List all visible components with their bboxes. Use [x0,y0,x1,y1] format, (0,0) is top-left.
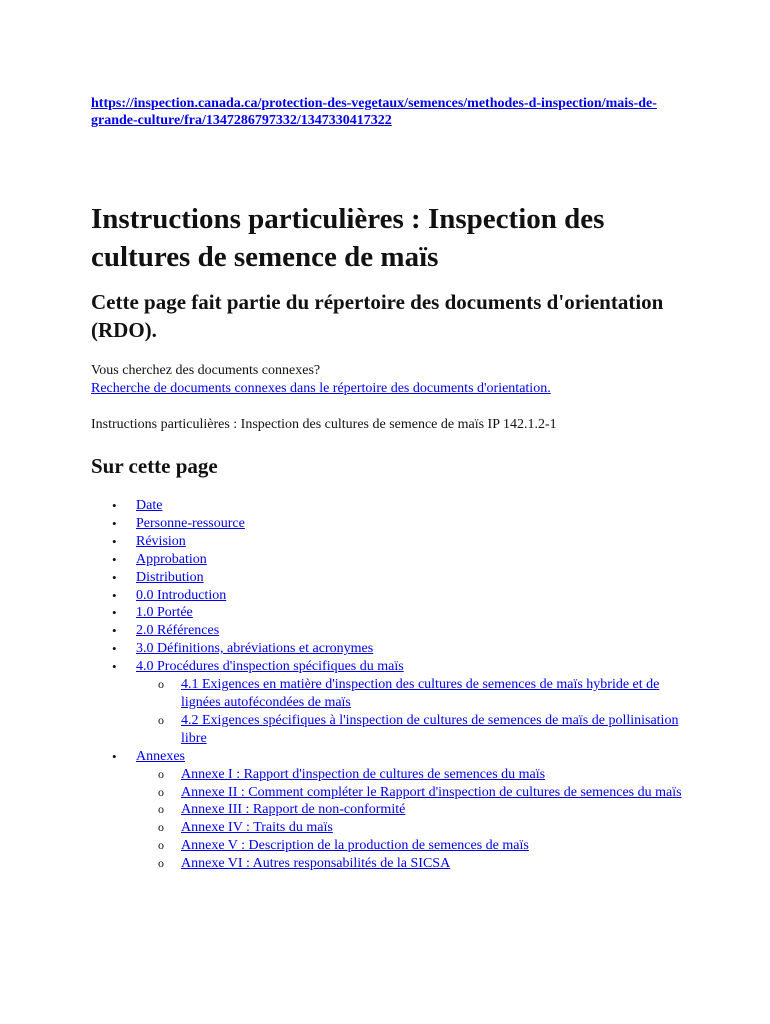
toc-link-annexe-vi-autres-responsabilites-de-la-s[interactable]: Annexe VI : Autres responsabilités de la SICSA [181,856,451,872]
page-title: Instructions particulières : Inspection des cultures de semence de maïs [91,203,605,273]
toc-link-4-0-procedures-d-inspection-specifiques-[interactable]: 4.0 Procédures d'inspection spécifiques du maïs [136,659,404,675]
related-docs-prompt: Vous cherchez des documents connexes? [91,363,321,378]
toc-item [91,658,701,748]
source-url-link[interactable]: https://inspection.canada.ca/protection-des-vegetaux/semences/methodes-d-inspection/mais-de-grande-culture/fra/1347286797332/1347330417322 [91,96,657,128]
toc-link-1-0-portee[interactable]: 1.0 Portée [136,605,193,621]
toc-item [91,622,701,640]
toc-item [91,587,701,605]
toc-link-annexe-ii-comment-completer-le-rapport-d[interactable]: Annexe II : Comment compléter le Rapport d'inspection de cultures de semences du maïs [181,784,682,800]
toc-item [91,748,701,873]
toc-link-annexe-v-description-de-la-production-de[interactable]: Annexe V : Description de la production de semences de maïs [181,838,529,854]
toc-subitem [136,855,701,873]
toc-heading: Sur cette page [91,454,218,478]
toc-item [91,533,701,551]
toc-link-annexe-i-rapport-d-inspection-de-culture[interactable]: Annexe I : Rapport d'inspection de cultures de semences du maïs [181,766,546,782]
toc-link-4-2-exigences-specifiques-a-l-inspection[interactable]: 4.2 Exigences spécifiques à l'inspection de cultures de semences de maïs de pollinisation libre [181,712,679,746]
toc-subitem [136,712,701,748]
toc-sublist [136,676,701,748]
toc-item [91,640,701,658]
page-subtitle: Cette page fait partie du répertoire des documents d'orientation (RDO). [91,290,664,342]
toc-link-annexe-iii-rapport-de-non-conformite[interactable]: Annexe III : Rapport de non-conformité [181,802,406,818]
toc-link-revision[interactable]: Révision [136,533,186,549]
toc-link-approbation[interactable]: Approbation [136,551,207,567]
toc-link-annexes[interactable]: Annexes [136,748,185,764]
toc-link-date[interactable]: Date [136,498,163,513]
toc-subitem [136,819,701,837]
table-of-contents [91,497,701,873]
toc-subitem [136,837,701,855]
toc-subitem [136,801,701,819]
toc-link-0-0-introduction[interactable]: 0.0 Introduction [136,587,227,603]
toc-item [91,569,701,587]
toc-item [91,515,701,533]
toc-link-distribution[interactable]: Distribution [136,569,204,585]
toc-link-4-1-exigences-en-matiere-d-inspection-de[interactable]: 4.1 Exigences en matière d'inspection des cultures de semences de maïs hybride et de lignées autofécondées de maïs [181,677,660,710]
toc-link-annexe-iv-traits-du-mais[interactable]: Annexe IV : Traits du maïs [181,820,333,836]
toc-item [91,551,701,569]
related-docs-search-link[interactable]: Recherche de documents connexes dans le répertoire des documents d'orientation. [91,381,551,396]
toc-item [91,604,701,622]
document-identifier: Instructions particulières : Inspection des cultures de semence de maïs IP 142.1.2-1 [91,417,557,432]
toc-item [91,497,701,515]
toc-subitem [136,766,701,784]
toc-subitem [136,784,701,802]
toc-subitem [136,676,701,712]
toc-sublist [136,766,701,873]
toc-link-personne-ressource[interactable]: Personne-ressource [136,515,245,531]
toc-link-2-0-references[interactable]: 2.0 Références [136,623,220,639]
toc-link-3-0-definitions-abreviations-et-acronyme[interactable]: 3.0 Définitions, abréviations et acronymes [136,641,374,657]
